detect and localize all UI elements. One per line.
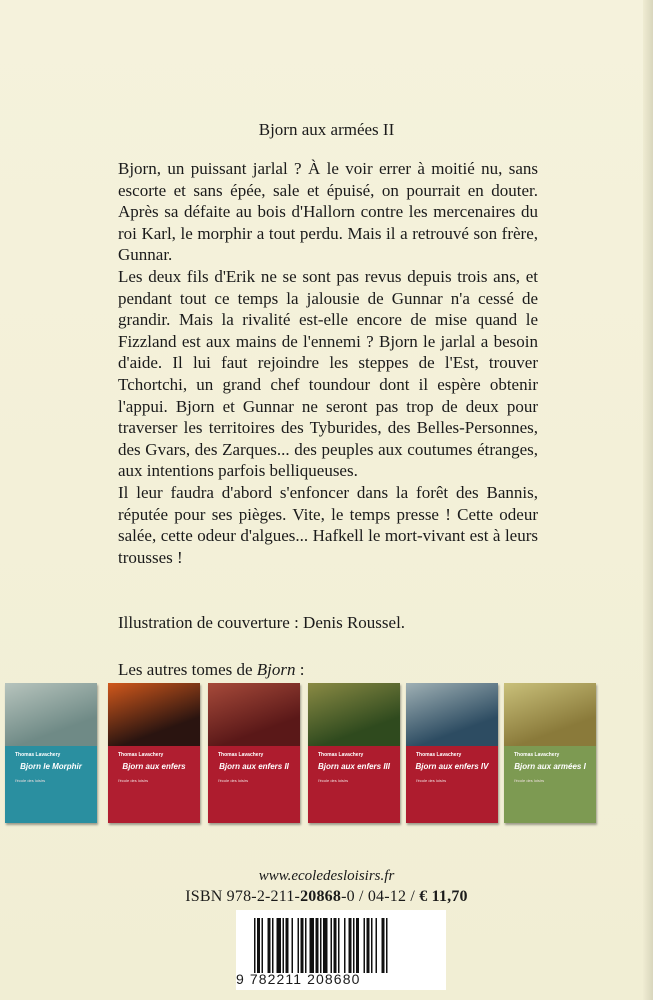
blurb-paragraph-1: Bjorn, un puissant jarlal ? À le voir errer à moitié nu, sans escorte et sans épée, sale et épuisé, on pourrait en douter. Après sa défaite au bois d'Hallorn contre les mercenaires du roi Karl, le morphir a tout perdu. Mais il a retrouvé son frère, Gunnar. xyxy=(118,159,538,265)
book-cover-art xyxy=(108,683,200,746)
book-cover-5[interactable] xyxy=(406,683,498,823)
isbn-prefix: ISBN 978-2-211- xyxy=(185,888,301,905)
book-cover-art xyxy=(504,683,596,746)
book-publisher: l'école des loisirs xyxy=(514,778,545,783)
book-cover-art xyxy=(5,683,97,746)
barcode-bar xyxy=(292,918,294,973)
book-author: Thomas Lavachery xyxy=(318,752,364,758)
book-cover-1[interactable] xyxy=(5,683,97,823)
book-cover-title: Bjorn aux enfers II xyxy=(219,762,289,771)
series-name: Bjorn xyxy=(256,660,296,679)
barcode-bar xyxy=(254,918,256,973)
book-author: Thomas Lavachery xyxy=(514,752,560,758)
barcode-digits: 9 782211 208680 xyxy=(236,971,361,987)
barcode-bar xyxy=(316,918,319,973)
barcode-bar xyxy=(320,918,322,973)
barcode-bar xyxy=(277,918,282,973)
book-cover-title: Bjorn aux armées I xyxy=(514,762,586,771)
isbn-bold: 20868 xyxy=(300,888,342,905)
other-volumes-row xyxy=(5,683,645,828)
book-cover-title: Bjorn le Morphir xyxy=(20,762,82,771)
blurb-paragraph-2: Les deux fils d'Erik ne se sont pas revus depuis trois ans, et pendant tout ce temps la jalousie de Gunnar n'a cessé de grandir. Mais la rivalité est-elle encore de mise quand le Fizzland est aux mains de l'ennemi ? Bjorn le jarlal a besoin d'aide. Il lui faut rejoindre les steppes de l'Est, trouver Tchortchi, un grand chef toundour dont il espère obtenir l'appui. Bjorn et Gunnar ne seront pas trop de deux pour traverser les territoires des Tyburides, des Belles-Personnes, des Gvars, des Zarques... des peuples aux coutumes étranges, aux intentions parfois belliqueuses. xyxy=(118,266,538,481)
isbn-suffix: -0 / 04-12 / xyxy=(341,888,420,905)
other-volumes-heading xyxy=(118,660,305,680)
book-cover-art xyxy=(406,683,498,746)
barcode-bar xyxy=(305,918,307,973)
book-cover-6[interactable] xyxy=(504,683,596,823)
barcode-bar xyxy=(367,918,370,973)
barcode-bar xyxy=(323,918,328,973)
price: € 11,70 xyxy=(419,888,468,905)
book-author: Thomas Lavachery xyxy=(118,752,164,758)
barcode-bar xyxy=(272,918,274,973)
barcode-bars xyxy=(254,918,428,973)
barcode-bar xyxy=(356,918,359,973)
book-cover-3[interactable] xyxy=(208,683,300,823)
other-volumes-prefix: Les autres tomes de xyxy=(118,660,257,679)
barcode-bar xyxy=(386,918,388,973)
book-publisher: l'école des loisirs xyxy=(118,778,149,783)
barcode-bar xyxy=(344,918,346,973)
barcode-bar xyxy=(283,918,285,973)
barcode-bar xyxy=(257,918,260,973)
book-publisher: l'école des loisirs xyxy=(318,778,349,783)
barcode-bar xyxy=(310,918,315,973)
barcode-bar xyxy=(262,918,264,973)
book-author: Thomas Lavachery xyxy=(218,752,264,758)
barcode-bar xyxy=(353,918,355,973)
cover-edge xyxy=(643,0,653,1000)
barcode-bar xyxy=(268,918,271,973)
blurb xyxy=(118,158,538,568)
barcode-bar xyxy=(382,918,385,973)
barcode-bar xyxy=(331,918,333,973)
other-volumes-suffix: : xyxy=(295,660,305,679)
book-author: Thomas Lavachery xyxy=(416,752,462,758)
book-publisher: l'école des loisirs xyxy=(218,778,249,783)
barcode-bar xyxy=(376,918,378,973)
isbn-line xyxy=(0,888,653,906)
book-cover-title: Bjorn aux enfers xyxy=(122,762,186,771)
book-cover-art xyxy=(308,683,400,746)
barcode-bar xyxy=(338,918,340,973)
publisher-website[interactable]: www.ecoledesloisirs.fr xyxy=(258,868,395,884)
barcode-bar xyxy=(334,918,337,973)
book-cover-art xyxy=(208,683,300,746)
illustration-credit: Illustration de couverture : Denis Roussel. xyxy=(118,613,406,632)
book-publisher: l'école des loisirs xyxy=(416,778,447,783)
book-cover-2[interactable] xyxy=(108,683,200,823)
barcode-bar xyxy=(286,918,289,973)
book-title: Bjorn aux armées II xyxy=(258,120,395,139)
book-cover-title: Bjorn aux enfers III xyxy=(317,762,391,771)
barcode xyxy=(236,910,446,990)
barcode-bar xyxy=(298,918,300,973)
blurb-paragraph-3: Il leur faudra d'abord s'enfoncer dans la forêt des Bannis, réputée pour ses pièges. Vite, le temps presse ! Cette odeur salée, cette odeur d'algues... Hafkell le mort-vivant est à leurs trousses ! xyxy=(118,482,538,567)
book-cover-4[interactable] xyxy=(308,683,400,823)
book-cover-title: Bjorn aux enfers IV xyxy=(415,762,489,771)
barcode-bar xyxy=(349,918,352,973)
barcode-bar xyxy=(364,918,366,973)
barcode-bar xyxy=(301,918,304,973)
barcode-bar xyxy=(371,918,373,973)
book-author: Thomas Lavachery xyxy=(15,752,61,758)
book-publisher: l'école des loisirs xyxy=(15,778,46,783)
